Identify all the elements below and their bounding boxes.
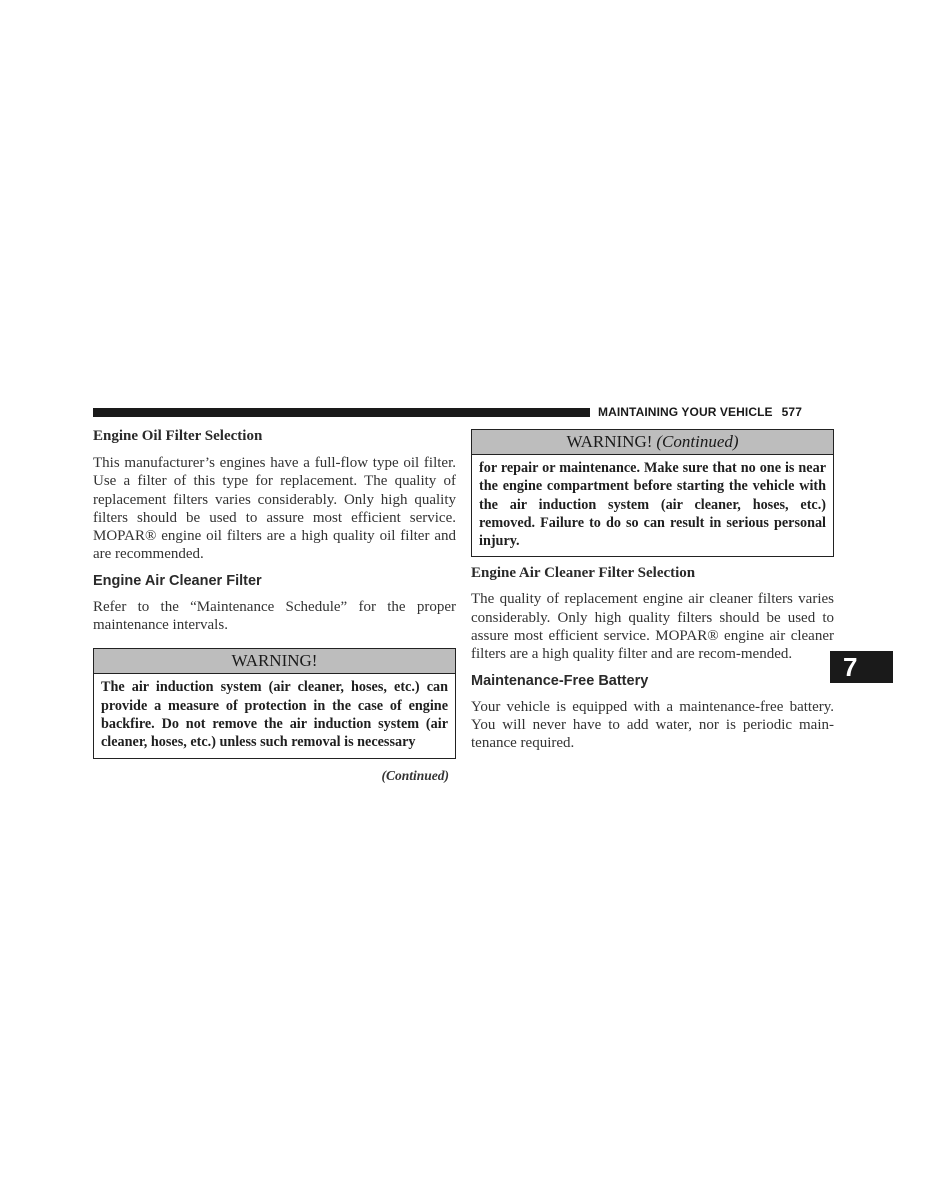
warning-text: The air induction system (air cleaner, hoses, etc.) can provide a measure of protection in the case of engine backfire. Do not remove the air induction system (air cleaner, hoses, etc.) unless such removal is necessary [101,679,448,751]
header-rule [93,408,590,417]
warning-box [93,648,456,758]
continued-label: (Continued) [381,767,449,783]
air-cleaner-paragraph: Refer to the “Maintenance Schedule” for the proper maintenance intervals. [93,598,456,634]
warning-title: WARNING! [94,649,455,674]
running-header [598,405,838,419]
warning-continued-box [471,429,834,557]
battery-paragraph: Your vehicle is equipped with a maintenance-free battery. You will never have to add water, nor is periodic main-tenance required. [471,698,834,752]
air-filter-selection-paragraph: The quality of replacement engine air cleaner filters varies considerably. Only high quality filters should be used to assure most efficient service. MOPAR® engine air cleaner filters are a high quality filter and are recom-mended. [471,591,834,663]
air-cleaner-heading: Engine Air Cleaner Filter [93,572,262,589]
air-filter-selection-heading: Engine Air Cleaner Filter Selection [471,565,696,582]
battery-heading: Maintenance-Free Battery [471,672,649,689]
left-column [93,426,456,784]
warning-title-suffix: (Continued) [656,432,739,451]
page-number: 577 [781,405,802,419]
oil-filter-paragraph: This manufacturer’s engines have a full-flow type oil filter. Use a filter of this type for replacement. The quality of replacement filters varies considerably. Only high quality filters should be used to assure most efficient service. MOPAR® engine oil filters are a high quality oil filter and are recommended. [93,455,456,563]
section-title: MAINTAINING YOUR VEHICLE [598,405,773,419]
warning-continued-title [472,430,833,455]
oil-filter-heading: Engine Oil Filter Selection [93,428,263,444]
right-column [471,429,834,753]
chapter-tab: 7 [830,651,893,683]
warning-title-text: WARNING! [566,432,653,451]
warning-continued-text: for repair or maintenance. Make sure that no one is near the engine compartment before starting the vehicle with the air induction system (air cleaner, hoses, etc.) removed. Failure to do so can result in serious personal injury. [479,460,826,550]
